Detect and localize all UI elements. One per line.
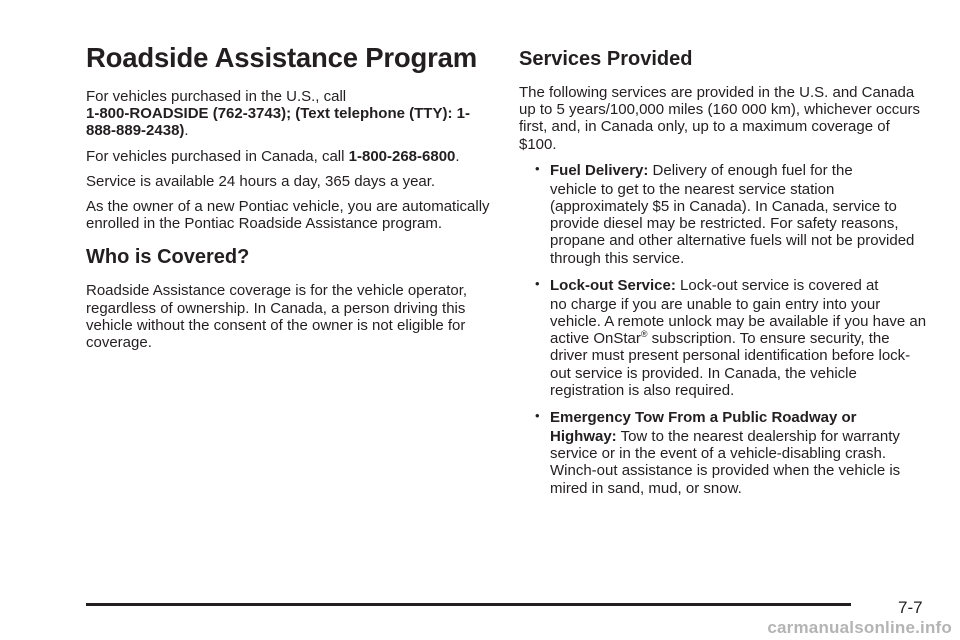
service-text: vehicle to get to the nearest service station (approximately $5 in Canada). In Canada, service to provide diesel may be restricted. For safety reasons, propane and other alternative fuels will not be provided through this service. <box>550 180 915 267</box>
who-covered-text: Roadside Assistance coverage is for the vehicle operator, regardless of ownership. In Canada, a person driving this vehicle without the consent of the owner is not eligible for coverage. <box>86 282 468 352</box>
service-label: Emergency Tow From a Public Roadway or <box>550 409 857 427</box>
service-text-cont: subscription. To ensure security, the driver must present personal identification before lock-out service is provided. In Canada, the vehicle registration is also required. <box>550 330 911 399</box>
availability-text: Service is available 24 hours a day, 365 days a year. <box>86 172 436 190</box>
service-item-lock-out <box>519 276 931 399</box>
bullet-icon: • <box>535 275 540 291</box>
owner-enrollment-text: As the owner of a new Pontiac vehicle, you are automatically enrolled in the Pontiac Roadside Assistance program. <box>86 198 490 233</box>
us-contact-paragraph <box>86 88 491 140</box>
bullet-icon: • <box>535 408 540 424</box>
service-label: Lock-out Service: <box>550 276 676 294</box>
canada-period: . <box>455 147 460 165</box>
services-heading: Services Provided <box>519 48 693 70</box>
service-text-first: Lock-out service is covered at <box>675 276 879 294</box>
service-label: Fuel Delivery: <box>550 161 649 179</box>
right-column <box>519 40 931 506</box>
canada-intro-text: For vehicles purchased in Canada, call <box>86 147 349 165</box>
service-text: Tow to the nearest dealership for warranty service or in the event of a vehicle-disabling crash. Winch-out assistance is provided when the vehicle is mired in sand, mud, or snow. <box>550 428 901 497</box>
service-label-cont: Highway: <box>550 428 617 446</box>
page-number: 7-7 <box>898 598 923 617</box>
canada-phone-number: 1-800-268-6800 <box>348 147 456 165</box>
service-item-emergency-tow <box>519 408 931 497</box>
footer-rule <box>86 603 851 606</box>
who-covered-heading: Who is Covered? <box>86 246 250 269</box>
us-period: . <box>184 122 189 140</box>
us-intro-text: For vehicles purchased in the U.S., call <box>86 88 347 105</box>
registered-mark: ® <box>640 329 648 340</box>
watermark: carmanualsonline.info <box>767 618 952 637</box>
service-text-first: Delivery of enough fuel for the <box>648 161 853 179</box>
service-text: no charge if you are unable to gain entry into your vehicle. A remote unlock may be available if you have an active OnStar <box>550 295 927 348</box>
canada-contact-paragraph <box>86 148 491 165</box>
left-column <box>86 40 491 359</box>
services-list <box>519 161 931 497</box>
bullet-icon: • <box>535 160 540 176</box>
us-phone-number: 1-800-ROADSIDE (762-3743); (Text telephone (TTY): 1-888-889-2438) <box>86 105 470 140</box>
services-intro-text: The following services are provided in the U.S. and Canada up to 5 years/100,000 miles (160 000 km), whichever occurs first, and, in Canada only, up to a maximum coverage of $100. <box>519 84 921 153</box>
service-item-fuel-delivery <box>519 161 931 267</box>
page-title: Roadside Assistance Program <box>86 42 477 73</box>
